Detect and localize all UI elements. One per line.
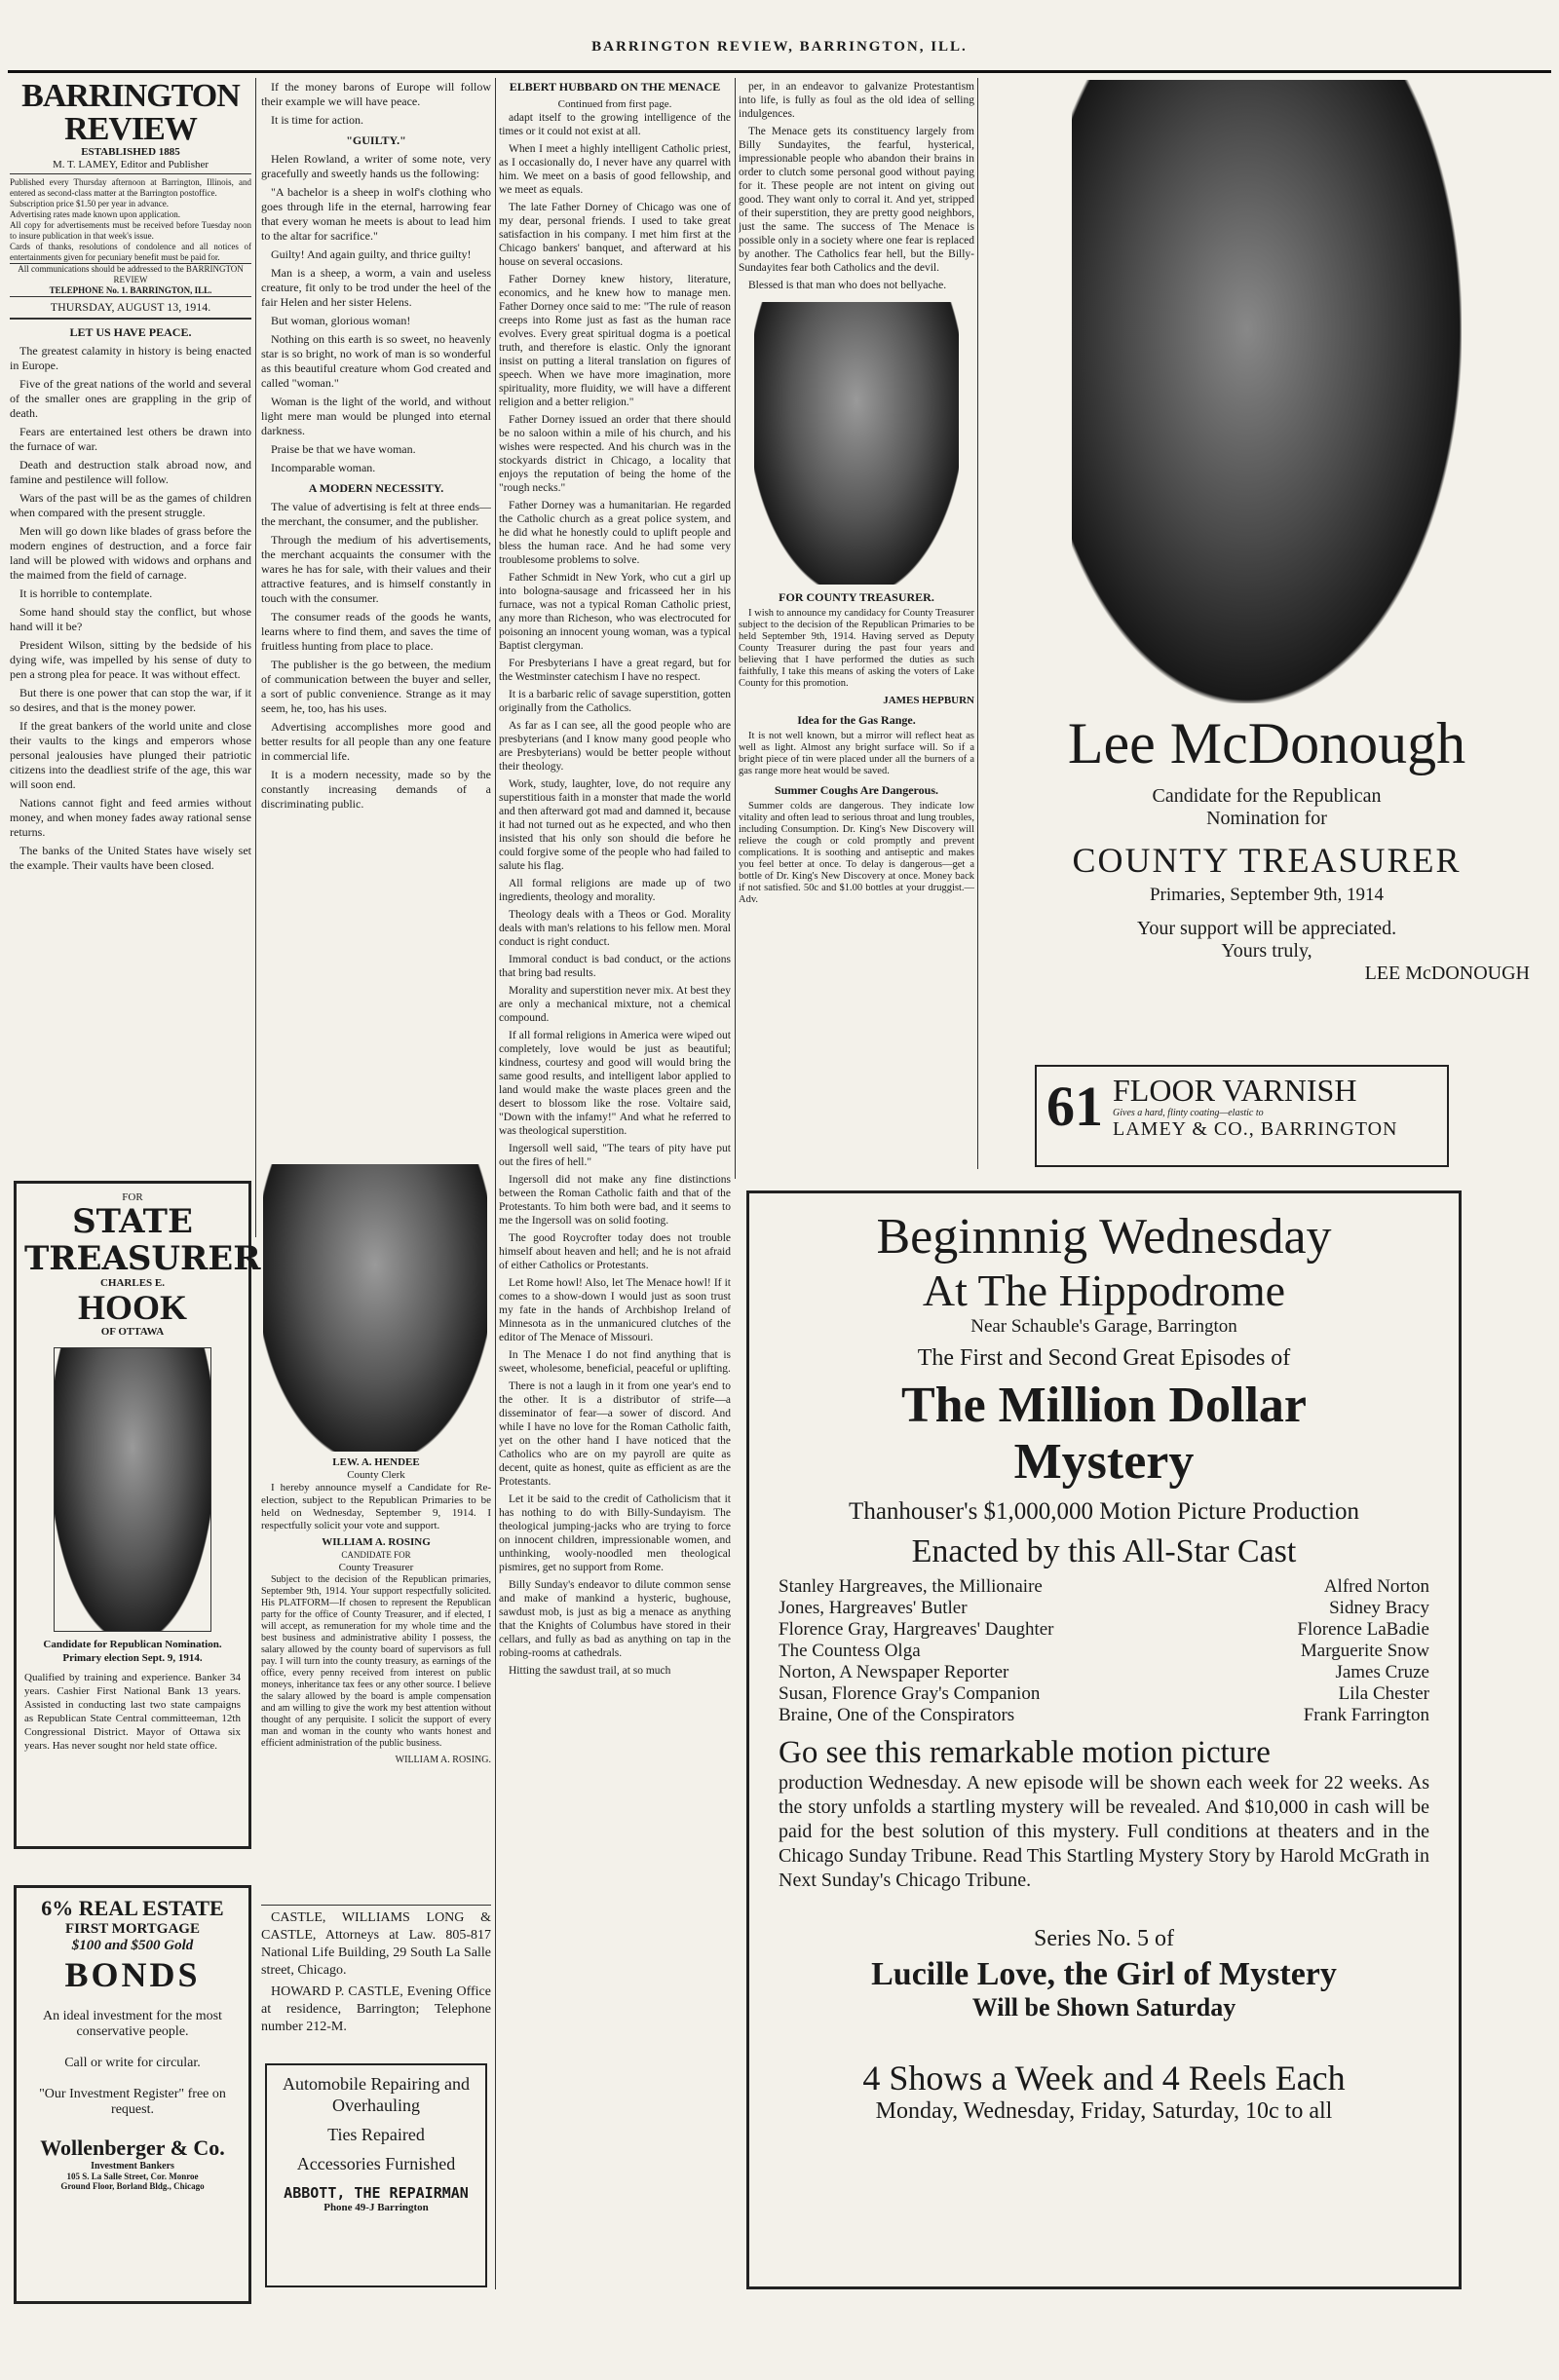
repair-line5: Phone 49-J Barrington <box>323 2202 429 2213</box>
cast-actor: Frank Farrington <box>1303 1705 1429 1725</box>
castle-card <box>261 1905 491 2051</box>
mcdonough-portrait <box>1072 80 1462 703</box>
hubbard-paragraph: Blessed is that man who does not bellyache. <box>748 280 947 291</box>
hook-first-name: CHARLES E. <box>99 1277 166 1289</box>
mcdonough-name: Lee McDonough <box>1067 711 1466 775</box>
hippo-saturday: Will be Shown Saturday <box>971 1993 1236 2021</box>
hubbard-paragraph: All formal religions are made up of two ingredients, theology and morality. <box>499 878 731 903</box>
rosing-candidate: CANDIDATE FOR <box>341 1550 411 1560</box>
bonds-line6: Call or write for circular. <box>64 2056 201 2070</box>
hendee-title: County Clerk <box>347 1469 405 1481</box>
hubbard-heading: ELBERT HUBBARD ON THE MENACE <box>509 80 721 94</box>
hendee-portrait <box>263 1164 487 1452</box>
repair-line4: ABBOTT, THE REPAIRMAN <box>284 2184 469 2202</box>
hubbard-paragraph: Hitting the sawdust trail, at so much <box>509 1665 671 1677</box>
editorial-body <box>10 344 251 873</box>
bonds-address: 105 S. La Salle Street, Cor. Monroe <box>66 2172 199 2181</box>
masthead-telephone: TELEPHONE No. 1. BARRINGTON, ILL. <box>10 285 251 297</box>
hippodrome-ad <box>746 1190 1462 2289</box>
hubbard-paragraph: The good Roycrofter today does not trouble himself about heaven and hell; and he is not afraid of either Catholics or Protestants. <box>499 1232 731 1271</box>
rosing-name: WILLIAM A. ROSING <box>322 1536 431 1548</box>
cast-row <box>779 1662 1429 1683</box>
guilty-paragraph: Man is a sheep, a worm, a vain and useless creature, fit only to be trod under the heel of the fair Helen and her sister Helens. <box>261 266 491 309</box>
cast-row <box>779 1598 1429 1619</box>
hubbard-paragraph: The late Father Dorney of Chicago was one of my dear, personal friends. I used to take great satisfaction in his company. I met him first at the Chicago bankers' banquet, and afterward at his house on several occasions. <box>499 202 731 268</box>
repair-line1: Automobile Repairing and Overhauling <box>283 2074 470 2115</box>
mcdonough-line2: Nomination for <box>1206 808 1327 829</box>
hippo-line2: At The Hippodrome <box>922 1266 1286 1315</box>
masthead-published: Published every Thursday afternoon at Barrington, Illinois, and entered as second-class matter at the Barrington postoffice. <box>10 177 251 198</box>
guilty-paragraph: Helen Rowland, a writer of some note, very gracefully and sweetly hands us the following: <box>261 152 491 180</box>
hubbard-paragraph: Work, study, laughter, love, do not require any superstitious faith in a monster that made the world and then afterward got mad and damned it, because it had not turned out as he expected, and who then insisted that his only son should die before he could forgive some of the people who had failed to salute his flag. <box>499 778 731 872</box>
editorial-paragraph: If the great bankers of the world unite and close their vaults to the kings and emperors whose personal jealousies have plunged their patriotic citizens into the deadliest strife of the age, this war will soon end. <box>10 719 251 791</box>
hook-ad <box>14 1181 261 1849</box>
varnish-tagline: Gives a hard, flinty coating—elastic to <box>1113 1108 1264 1118</box>
column-4 <box>739 80 974 1171</box>
hubbard-paragraph: per, in an endeavor to galvanize Protestantism into life, is fully as foul as the old idea of selling indulgences. <box>739 81 974 120</box>
hubbard-paragraph: adapt itself to the growing intelligence of the times or it could not exist at all. <box>499 112 731 137</box>
bonds-line4: BONDS <box>64 1955 201 1994</box>
rosing-signature: WILLIAM A. ROSING. <box>395 1755 491 1765</box>
hubbard-paragraph: Let Rome howl! Also, let The Menace howl! If it comes to a show-down I would just as soon trust my fate in the hands of Archbishop Ireland of Minnesota as in the unmanicured clutches of the editor of The Menace of Missouri. <box>499 1277 731 1343</box>
modern-necessity-heading: A MODERN NECESSITY. <box>308 481 444 495</box>
editorial-paragraph: The banks of the United States have wisely set the example. Their vaults have been closed. <box>10 844 251 872</box>
issue-date: THURSDAY, AUGUST 13, 1914. <box>10 297 251 320</box>
varnish-number: 61 <box>1046 1075 1103 1138</box>
masthead-advertising: Advertising rates made known upon application. <box>10 209 180 219</box>
necessity-paragraph: The consumer reads of the goods he wants, learns where to find them, and saves the time of fruitless hunting from place to place. <box>261 610 491 653</box>
hook-name: HOOK <box>77 1288 187 1327</box>
hubbard-paragraph: The Menace gets its constituency largely from Billy Sundayites, the fearful, hysterical, impressionable people who abandon their brains in order to clutch some personal good without paying for it. These people are not intent on giving out good. They want only to corral it. And yet, stripped of their superstition, they are pretty good neighbors, just the same. The success of The Menace is possible only in a society where one fear is replaced by another. The Catholics fear hell, but the Billy-Sundayites fear both Catholics and the devil. <box>739 126 974 274</box>
cast-actor: Lila Chester <box>1338 1683 1429 1704</box>
necessity-paragraph: Through the medium of his advertisements, the merchant acquaints the consumer with the wares he has for sale, with their values and their attractive features, and is himself constantly in touch with the consumer. <box>261 533 491 605</box>
cast-actor: James Cruze <box>1335 1662 1429 1682</box>
masthead-established: ESTABLISHED 1885 <box>81 146 180 158</box>
editorial-paragraph: Five of the great nations of the world and several of the smaller ones are grappling in the grip of death. <box>10 377 251 420</box>
editorial-paragraph: But there is one power that can stop the war, if it so desires, and that is the money power. <box>10 686 251 714</box>
cast-row <box>779 1641 1429 1662</box>
editorial-paragraph: Death and destruction stalk abroad now, and famine and pestilence will follow. <box>10 458 251 486</box>
bonds-ad <box>14 1885 251 2304</box>
hippo-series: Series No. 5 of <box>1034 1926 1174 1951</box>
necessity-paragraph: It is a modern necessity, made so by the constantly increasing demands of a discriminating public. <box>261 768 491 811</box>
rosing-office: County Treasurer <box>338 1562 414 1573</box>
hubbard-paragraph: For Presbyterians I have a great regard, but for the Westminster catechism I have no respect. <box>499 658 731 683</box>
bonds-firm-sub: Investment Bankers <box>91 2161 174 2172</box>
hippo-shows: 4 Shows a Week and 4 Reels Each <box>862 2059 1346 2097</box>
hubbard-paragraph: Morality and superstition never mix. At best they are only a mechanical mixture, not a chemical compound. <box>499 985 731 1024</box>
varnish-product: FLOOR VARNISH <box>1113 1073 1357 1108</box>
treasurer-heading: FOR COUNTY TREASURER. <box>779 590 934 604</box>
gas-heading: Idea for the Gas Range. <box>797 713 916 727</box>
rosing-text: Subject to the decision of the Republican primaries, September 9th, 1914. Your support respectfully solicited. His PLATFORM—If chosen to represent the Republican party for the office of County Treasurer, and if elected, I will accept, as remuneration for my whole time and the best business and administrative ability I possess, the salary allowed by the county board of supervisors as full pay. I will turn into the county treasury, as earnings of the office, every penny received from interest on public moneys, inheritance tax fees or any other source. I believe the salary allowed by the board is ample compensation and am willing to give the work my best attention without thought of any perquisite. I solicit the support of every man and woman in the county who wants honest and efficient administration of the public business. <box>261 1574 491 1749</box>
editorial-paragraph: Nations cannot fight and feed armies without money, and when money fades away rational sense returns. <box>10 796 251 839</box>
hook-portrait <box>54 1347 211 1632</box>
column-rule-3 <box>735 78 736 1179</box>
hepburn-portrait <box>754 302 959 585</box>
masthead-ad-copy: All copy for advertisements must be received before Tuesday noon to insure publication in that week's issue. <box>10 220 251 241</box>
bonds-line1: 6% REAL ESTATE <box>41 1896 224 1920</box>
masthead-title: BARRINGTON REVIEW <box>21 80 240 147</box>
guilty-paragraph: Nothing on this earth is so sweet, no heavenly star is so bright, no work of man is so wonderful as this beautiful creature whom God created and called "woman." <box>261 332 491 390</box>
hippo-title2: Mystery <box>1013 1434 1195 1490</box>
guilty-heading: "GUILTY." <box>346 133 406 147</box>
hook-for: FOR <box>122 1191 143 1203</box>
bonds-line7: "Our Investment Register" free on request. <box>39 2087 226 2117</box>
masthead-editor: M. T. LAMEY, Editor and Publisher <box>10 159 251 174</box>
hubbard-paragraph: Let it be said to the credit of Catholicism that it has nothing to do with Billy-Sundayism. The theological jumping-jacks who are trying to force on innocent children, impressionable women, and unthinking, wooly-noodled men theological pismires, get no support from Rome. <box>499 1493 731 1573</box>
masthead-subscription: Subscription price $1.50 per year in advance. <box>10 199 169 208</box>
cast-role: Susan, Florence Gray's Companion <box>779 1683 1041 1704</box>
cast-row <box>779 1619 1429 1641</box>
column-rule-2 <box>495 78 496 2289</box>
cast-role: The Countess Olga <box>779 1641 921 1661</box>
mcdonough-support: Your support will be appreciated. <box>1136 918 1397 939</box>
hubbard-paragraph: Father Dorney knew history, literature, economics, and he knew how to manage men. Father Dorney once said to me: "The rule of reason creeps into Rome just as fast as the human race evolves. Every great spiritual dogma is a poetical truth, and therefore is elastic. Only the ignorant insist on putting a literal translation on figures of speech. When we have more imagination, more spirituality, more fluidity, we will have a different religion and a better religion." <box>499 274 731 408</box>
editorial-paragraph: Fears are entertained lest others be drawn into the furnace of war. <box>10 425 251 453</box>
castle-text-2: HOWARD P. CASTLE, Evening Office at residence, Barrington; Telephone number 212-M. <box>261 1984 491 2034</box>
hook-of: OF OTTAWA <box>100 1326 165 1338</box>
cast-row <box>779 1683 1429 1705</box>
hippo-line1: Beginnnig Wednesday <box>876 1209 1332 1265</box>
hook-caption: Candidate for Republican Nomination. Primary election Sept. 9, 1914. <box>43 1639 222 1664</box>
hubbard-sub: Continued from first page. <box>557 98 672 110</box>
guilty-paragraph: Praise be that we have woman. <box>271 442 416 456</box>
mcdonough-ad <box>984 80 1549 1054</box>
cast-list <box>779 1576 1429 1726</box>
hippo-line3: Near Schauble's Garage, Barrington <box>970 1316 1237 1337</box>
hubbard-paragraph: Father Dorney was a humanitarian. He regarded the Catholic church as a great police system, and he did what he honestly could to uplift people and bless the human race. And he had some very troublesome problems to solve. <box>499 500 731 566</box>
repair-line2: Ties Repaired <box>327 2125 425 2144</box>
varnish-dealer: LAMEY & CO., BARRINGTON <box>1113 1118 1398 1140</box>
hook-office: STATE TREASURER <box>24 1202 261 1278</box>
cast-actor: Sidney Bracy <box>1329 1598 1429 1618</box>
hubbard-paragraph: Ingersoll did not make any fine distinctions between the Roman Catholic faith and that of the Protestants. To him both were bad, and it seems to me the Ingersoll was on solid footing. <box>499 1174 731 1227</box>
editorial-paragraph: Wars of the past will be as the games of children when compared with the present struggle. <box>10 491 251 519</box>
masthead-cards: Cards of thanks, resolutions of condolence and all notices of entertainments given for pecuniary benefit must be paid for. <box>10 242 251 262</box>
cast-role: Stanley Hargreaves, the Millionaire <box>779 1576 1043 1597</box>
column-rule-4 <box>977 78 978 1169</box>
necessity-paragraph: The value of advertising is felt at three ends—the merchant, the consumer, and the publisher. <box>261 500 491 528</box>
hippo-go-see: Go see this remarkable motion picture <box>779 1735 1271 1770</box>
column-2 <box>261 80 491 1161</box>
hippo-title1: The Million Dollar <box>901 1378 1307 1433</box>
repair-line3: Accessories Furnished <box>296 2154 456 2173</box>
necessity-paragraph: Advertising accomplishes more good and better results for all people than any one feature in commercial life. <box>261 720 491 763</box>
cast-actor: Florence LaBadie <box>1297 1619 1429 1640</box>
hubbard-paragraph: When I meet a highly intelligent Catholic priest, as I occasionally do, I never have any quarrel with him. We meet on a basis of good fellowship, and we meet as equals. <box>499 143 731 196</box>
hippo-line4: The First and Second Great Episodes of <box>917 1345 1291 1371</box>
hubbard-paragraph: Theology deals with a Theos or God. Morality deals with man's relations to his fellow men. Moral conduct is right conduct. <box>499 909 731 948</box>
guilty-paragraph: But woman, glorious woman! <box>271 314 411 327</box>
mcdonough-signature: LEE McDONOUGH <box>1364 963 1530 984</box>
necessity-paragraph: The publisher is the go between, the medium of communication between the buyer and seller, a sort of public convenience. Strange as it may seem, he, too, has his uses. <box>261 658 491 715</box>
guilty-paragraph: "A bachelor is a sheep in wolf's clothing who goes through life in the eternal, harrowing fear that every woman he meets is about to lead him to the altar for sacrifice." <box>261 185 491 243</box>
bonds-line3: $100 and $500 Gold <box>71 1938 194 1953</box>
hippo-producer: Thanhouser's $1,000,000 Motion Picture Production <box>849 1498 1359 1525</box>
hendee-name: LEW. A. HENDEE <box>332 1456 420 1468</box>
guilty-paragraph: Woman is the light of the world, and without light mere man would be plunged into eternal darkness. <box>261 395 491 437</box>
hendee-text: I hereby announce myself a Candidate for Re-election, subject to the Republican Primaries to be held on Wednesday, September 9, 1914. I respectfully solicit your vote and support. <box>261 1482 491 1531</box>
running-head: BARRINGTON REVIEW, BARRINGTON, ILL. <box>591 39 968 55</box>
hubbard-paragraph: Father Dorney issued an order that there should be no saloon within a mile of his church, and his wishes were respected. And his church was in the stockyards district in Chicago, a locality that enjoys the reputation of being the home of the "rough necks." <box>499 414 731 494</box>
treasurer-signature: JAMES HEPBURN <box>883 695 974 706</box>
masthead-communications: All communications should be addressed to the BARRINGTON REVIEW <box>10 263 251 285</box>
cast-role: Florence Gray, Hargreaves' Daughter <box>779 1619 1054 1640</box>
column-3 <box>499 80 731 2289</box>
gas-text: It is not well known, but a mirror will reflect heat as well as light. Almost any bright surface will. So if a bright piece of tin were placed under all the burners of a gas range more heat would be saved. <box>739 731 974 776</box>
editorial-paragraph: The greatest calamity in history is being enacted in Europe. <box>10 344 251 372</box>
bonds-address2: Ground Floor, Borland Bldg., Chicago <box>60 2181 205 2191</box>
editorial-paragraph: It is horrible to contemplate. <box>19 586 153 600</box>
cast-actor: Marguerite Snow <box>1300 1641 1429 1661</box>
bonds-firm: Wollenberger & Co. <box>40 2135 225 2160</box>
candidate-notices <box>261 1456 491 1905</box>
repair-ad <box>265 2063 487 2287</box>
hubbard-paragraph: As far as I can see, all the good people who are presbyterians (and I know many good people who are Presbyterians) would be better people without their theology. <box>499 720 731 773</box>
bonds-line2: FIRST MORTGAGE <box>65 1921 200 1937</box>
varnish-ad <box>1035 1065 1449 1167</box>
hippo-enacted: Enacted by this All-Star Cast <box>911 1533 1297 1569</box>
column-1 <box>10 80 251 1181</box>
cough-heading: Summer Coughs Are Dangerous. <box>774 783 939 797</box>
hubbard-paragraph: There is not a laugh in it from one year's end to the other. It is a distributor of strife—a disseminator of fear—a sower of discord. And while I have no love for the Roman Catholic faith, yet on the other hand I have noticed that the Catholics who are on my payroll are quite as decent, quite as honest, quite as efficient as are the Protestants. <box>499 1380 731 1488</box>
cast-row <box>779 1705 1429 1726</box>
hubbard-paragraph: Billy Sunday's endeavor to dilute common sense and make of mankind a hysteric, bughouse, sawdust mob, is just as big a menace as anything that the Knights of Columbus have stored in their cellars, and fully as bad as anything on tap in the robing-rooms at cathedrals. <box>499 1579 731 1659</box>
editorial-heading: LET US HAVE PEACE. <box>69 325 192 339</box>
hubbard-paragraph: It is a barbaric relic of savage superstition, gotten originally from the Catholics. <box>499 689 731 714</box>
treasurer-text: I wish to announce my candidacy for County Treasurer subject to the decision of the Republican Primaries to be held September 9th, 1914. Having served as Deputy County Treasurer during the past four years and believing that I have performed the duties as such faithfully, I take this means of asking the voters of Lake County for this promotion. <box>739 608 974 689</box>
hippo-body: production Wednesday. A new episode will be shown each week for 22 weeks. As the story unfolds a startling mystery will be revealed. And $10,000 in cash will be paid for the best solution of this mystery. Full conditions at theaters and in the Chicago Sunday Tribune. Read This Startling Mystery Story by Harold McGrath in Next Sunday's Chicago Tribune. <box>779 1772 1429 1891</box>
editorial-paragraph: President Wilson, sitting by the bedside of his dying wife, was impelled by his sense of duty to pen a strong plea for peace. It was without effect. <box>10 638 251 681</box>
hubbard-paragraph: If all formal religions in America were wiped out completely, love would be just as beautiful; kindness, courtesy and good will would bring the same good results, and intelligent labor applied to land would make the waste places green and the desert to blossom like the rose. Voltaire said, "Down with the infamy!" And what he referred to was theological superstition. <box>499 1030 731 1137</box>
guilty-paragraph: Guilty! And again guilty, and thrice guilty! <box>271 247 472 261</box>
bonds-line5: An ideal investment for the most conservative people. <box>43 2009 222 2039</box>
guilty-paragraph: Incomparable woman. <box>271 461 376 474</box>
cough-text: Summer colds are dangerous. They indicate low vitality and often lead to serious throat and lung troubles, including Consumption. Dr. King's New Discovery will relieve the cough or cold promptly and prevent complications. It is soothing and antiseptic and makes you feel better at once. To delay is dangerous—get a bottle of Dr. King's New Discovery at once. Money back if not satisfied. 50c and $1.00 bottles at your druggist.—Adv. <box>739 801 974 905</box>
castle-text: CASTLE, WILLIAMS LONG & CASTLE, Attorneys at Law. 805-817 National Life Building, 29 South La Salle street, Chicago. <box>261 1910 491 1978</box>
hubbard-paragraph: Father Schmidt in New York, who cut a girl up into bologna-sausage and fricasseed her in his furnace, was not a typical Roman Catholic priest, any more than Richeson, who was electrocuted for poisoning an innocent young woman, was a typical Baptist clergyman. <box>499 572 731 652</box>
editorial-paragraph: If the money barons of Europe will follow their example we will have peace. <box>261 80 491 108</box>
hook-body: Qualified by training and experience. Banker 34 years. Cashier First National Bank 13 years. Assisted in conducting last two state campaigns as Republican State Central committeeman, 12th Congressional District. Mayor of Ottawa six years. Has never sought nor held state office. <box>24 1672 241 1752</box>
hubbard-paragraph: Ingersoll well said, "The tears of pity have put out the fires of hell." <box>499 1143 731 1168</box>
cast-role: Jones, Hargreaves' Butler <box>779 1598 968 1618</box>
hubbard-paragraph: Immoral conduct is bad conduct, or the actions that bring bad results. <box>499 954 731 979</box>
mcdonough-primaries: Primaries, September 9th, 1914 <box>1149 885 1385 905</box>
mcdonough-yours: Yours truly, <box>1221 940 1312 962</box>
hippo-lucille: Lucille Love, the Girl of Mystery <box>871 1956 1337 1992</box>
hippo-days: Monday, Wednesday, Friday, Saturday, 10c to all <box>875 2098 1333 2124</box>
column-rule-1 <box>255 78 256 1237</box>
editorial-paragraph: Men will go down like blades of grass before the modern engines of destruction, and a force fair land will be plowed with widows and orphans and the maimed from the field of carnage. <box>10 524 251 582</box>
cast-role: Braine, One of the Conspirators <box>779 1705 1015 1725</box>
mcdonough-line1: Candidate for the Republican <box>1152 785 1382 807</box>
editorial-paragraph: It is time for action. <box>271 113 363 127</box>
top-rule <box>8 70 1551 73</box>
cast-role: Norton, A Newspaper Reporter <box>779 1662 1009 1682</box>
hubbard-paragraph: In The Menace I do not find anything that is sweet, wholesome, beneficial, peaceful or uplifting. <box>499 1349 731 1375</box>
cast-row <box>779 1576 1429 1598</box>
editorial-paragraph: Some hand should stay the conflict, but whose hand will it be? <box>10 605 251 633</box>
cast-actor: Alfred Norton <box>1323 1576 1429 1597</box>
mcdonough-office: COUNTY TREASURER <box>1072 841 1462 880</box>
